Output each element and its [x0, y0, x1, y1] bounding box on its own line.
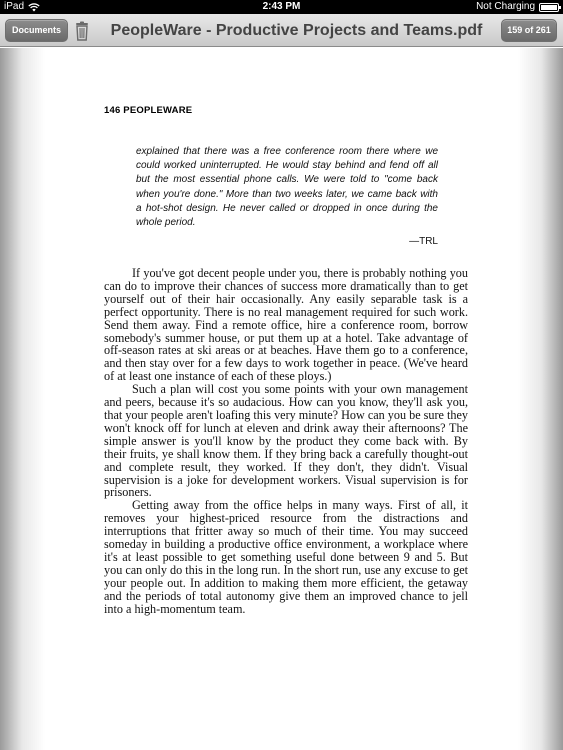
- clock: 2:43 PM: [262, 1, 301, 12]
- documents-button[interactable]: Documents: [5, 19, 68, 42]
- pdf-page: [0, 48, 563, 750]
- battery-fill: [541, 5, 557, 10]
- toolbar: [0, 14, 563, 47]
- document-title: PeopleWare - Productive Projects and Teams.pdf: [110, 22, 483, 39]
- device-name: iPad: [4, 1, 25, 12]
- status-bar: [0, 0, 563, 14]
- quote-attribution: —TRL: [409, 236, 438, 247]
- body-text: [104, 267, 468, 615]
- block-quote: explained that there was a free conference room there where we could worked uninterrupted. He would stay behind and fend off all but the most essential phone calls. We were told to "come back when you're done." More than two weeks later, we came back with a hot-shot design. He never called or dropped in once during the whole period.: [136, 146, 438, 229]
- status-bar-right: [476, 0, 559, 14]
- battery-icon: [539, 3, 559, 12]
- paragraph: Getting away from the office helps in many ways. First of all, it removes your highest-priced resource from the distractions and interruptions that fritter away so much of their time. You may succeed someday in building a productive office environment, a workplace where it's at least possible to get something useful done between 9 and 5. But you can only do this in the long run. In the short run, use any excuse to get your people out. In addition to making them more efficient, the getaway and the periods of total autonomy give them an improved chance to jell into a high-momentum team.: [104, 498, 468, 616]
- pdf-viewer[interactable]: [0, 48, 563, 750]
- running-head: 146 PEOPLEWARE: [104, 105, 193, 116]
- page-indicator-button[interactable]: 159 of 261: [501, 19, 557, 42]
- paragraph: If you've got decent people under you, there is probably nothing you can do to improve their chances of success more dramatically than to get yourself out of their hair occasionally. Any easily separable task is a perfect opportunity. There is no real management required for such work. Send them away. Find a remote office, hire a conference room, borrow somebody's summer house, or put them up at a hotel. Take advantage of off-season rates at ski areas or at beaches. Have them go to a conference, and then stay over for a few days to work together in peace. (We've heard of at least one instance of each of these ploys.): [104, 266, 468, 384]
- paragraph: Such a plan will cost you some points with your own management and peers, because it's so audacious. How can you know, they'll ask you, that your people aren't loafing this very minute? How can you be sure they won't knock off for lunch at eleven and drink away their afternoons? The simple answer is you'll know by the product they come back with. By their fruits, ye shall know them. If they bring back a carefully thought-out and complete result, they worked. If they don't, they didn't. Visual supervision is a joke for development workers. Visual supervision is for prisoners.: [104, 382, 468, 500]
- battery-status: Not Charging: [476, 1, 535, 12]
- trash-icon[interactable]: [74, 21, 90, 41]
